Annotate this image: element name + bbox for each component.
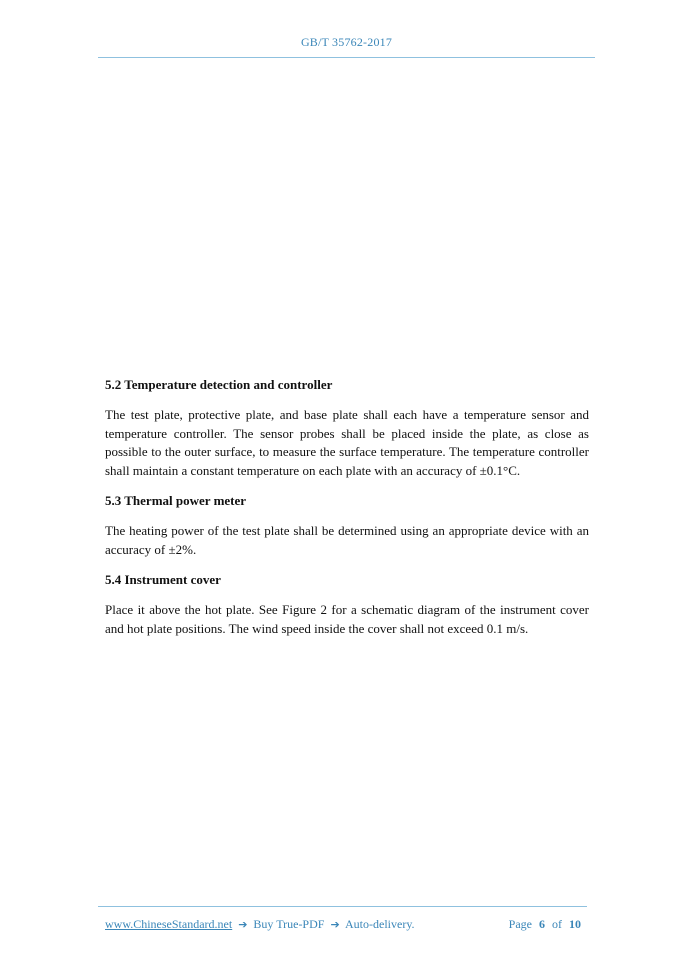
header-divider xyxy=(98,57,595,58)
section-paragraph: Place it above the hot plate. See Figure 2 for a schematic diagram of the instrument cover and hot plate positions. The wind speed inside the cover shall not exceed 0.1 m/s. xyxy=(105,602,589,636)
section-5-3 xyxy=(105,492,589,559)
footer-divider xyxy=(98,906,587,907)
arrow-right-icon: ➔ xyxy=(330,918,340,931)
page-counter xyxy=(509,917,585,932)
section-heading: 5.3 Thermal power meter xyxy=(105,493,247,508)
section-heading: 5.2 Temperature detection and controller xyxy=(105,377,333,392)
document-body xyxy=(105,376,589,650)
page-total: 10 xyxy=(569,917,581,931)
section-5-2 xyxy=(105,376,589,480)
section-paragraph: The heating power of the test plate shall be determined using an appropriate device with an accuracy of ±2%. xyxy=(105,523,589,557)
auto-delivery-text: Auto-delivery. xyxy=(345,917,415,931)
page-current: 6 xyxy=(539,917,545,931)
page-label: Page xyxy=(508,917,532,931)
section-5-4 xyxy=(105,571,589,638)
section-paragraph: The test plate, protective plate, and base plate shall each have a temperature sensor and temperature controller. The sensor probes shall be placed inside the plate, as close as possible to the outer surface, to measure the surface temperature. The temperature controller shall maintain a constant temperature on each plate with an accuracy of ±0.1°C. xyxy=(105,407,589,478)
site-link[interactable]: www.ChineseStandard.net xyxy=(105,917,233,931)
footer-promo xyxy=(105,917,415,932)
page-of-label: of xyxy=(552,917,562,931)
arrow-right-icon: ➔ xyxy=(238,918,248,931)
buy-true-pdf-text: Buy True-PDF xyxy=(253,917,325,931)
page-header-title: GB/T 35762-2017 xyxy=(300,35,393,49)
section-heading: 5.4 Instrument cover xyxy=(105,572,221,587)
